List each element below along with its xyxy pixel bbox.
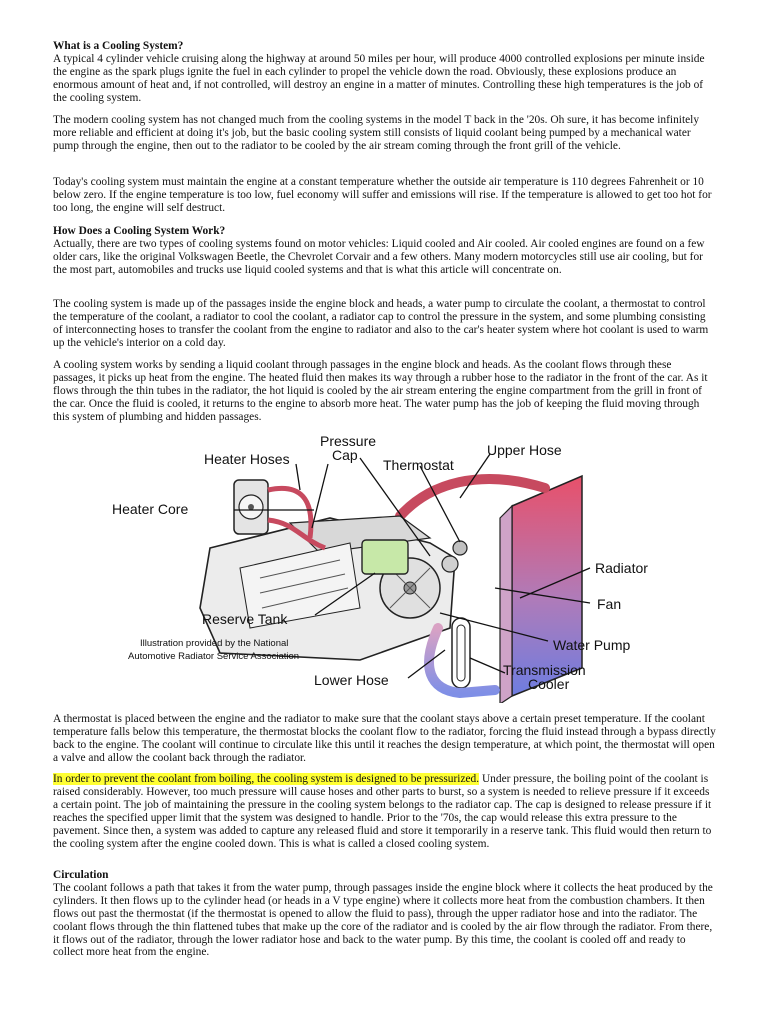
heading-circulation: Circulation (53, 869, 109, 881)
paragraph-block (53, 773, 717, 850)
section-how-work (53, 225, 717, 277)
paragraph-block (53, 176, 717, 215)
paragraph: A cooling system works by sending a liquid coolant through passages in the engine block and heads. As the coolant flows through these passages, it picks up heat from the engine. The heated fluid then makes its way through a rubber hose to the radiator in the front of the car. As it flows through the thin tubes in the radiator, the hot liquid is cooled by the air stream entering the engine compartment from the grill in front of the car. Once the fluid is cooled, it returns to the engine to absorb more heat. The water pump has the job of keeping the fluid moving through this system of plumbing and hidden passages. (53, 359, 708, 423)
heading-how-work: How Does a Cooling System Work? (53, 225, 226, 237)
cooling-system-diagram (100, 428, 660, 703)
label-transmission-cooler-line2: Cooler (528, 676, 570, 692)
paragraph: The modern cooling system has not changed much from the cooling systems in the model T back in the '20s. Oh sure, it has become infinitely more reliable and efficient at doing it's job, but the basic cooling system still consists of liquid coolant being pumped by a mechanical water pump through the engine, then out to the radiator to be cooled by the air stream coming through the front grill of the vehicle. (53, 114, 700, 152)
transmission-cooler-shape (452, 618, 470, 688)
label-fan: Fan (597, 596, 622, 612)
section-circulation (53, 869, 717, 959)
illustration-credit-line2: Automotive Radiator Service Association (128, 651, 300, 662)
heading-what-is: What is a Cooling System? (53, 40, 184, 52)
paragraph-block (53, 114, 717, 153)
paragraph (53, 773, 717, 850)
label-radiator: Radiator (595, 560, 648, 576)
label-pressure-cap-line2: Cap (332, 447, 358, 463)
paragraph: Actually, there are two types of cooling systems found on motor vehicles: Liquid cooled and Air cooled. Air cooled engines are found on a few older cars, like the original Volkswagen Beetle, the Chevrolet Corvair and a few others. Many modern motorcycles still use air cooling, but for the most part, automobiles and trucks use liquid cooled systems and that is what this article will concentrate on. (53, 237, 705, 276)
label-upper-hose: Upper Hose (487, 442, 562, 458)
section-what-is (53, 40, 717, 105)
paragraph: A thermostat is placed between the engine and the radiator to make sure that the coolant stays above a certain preset temperature. If the coolant temperature falls below this temperature, the thermostat blocks the coolant flow to the radiator, forcing the fluid instead through a bypass directly back to the engine. The coolant will continue to circulate like this until it reaches the design temperature, at which point, the thermostat will open a valve and allow the coolant back through the radiator. (53, 713, 716, 764)
paragraph-block (53, 713, 717, 765)
label-heater-core: Heater Core (112, 501, 189, 517)
paragraph: The coolant follows a path that takes it from the water pump, through passages inside the engine block where it collects the heat produced by the cylinders. It then flows up to the cylinder head (or heads in a V type engine) where it collects more heat from the combustion chambers. It then flows out past the thermostat (if the thermostat is opened to allow the fluid to pass), through the upper radiator hose and into the radiator. The coolant flows through the thin flattened tubes that make up the core of the radiator and is cooled by the air flow through the radiator. From there, it flows out of the radiator, through the lower radiator hose and back to the water pump. By this time, the coolant is cooled off and ready to collect more heat from the engine. (53, 881, 713, 959)
paragraph: Today's cooling system must maintain the engine at a constant temperature whether the outside air temperature is 110 degrees Fahrenheit or 10 below zero. If the engine temperature is too low, fuel economy will suffer and emissions will rise. If the temperature is allowed to get too hot for too long, the engine will self destruct. (53, 176, 712, 214)
paragraph-block (53, 359, 717, 424)
reserve-tank-shape (362, 540, 408, 574)
illustration-credit-line1: Illustration provided by the National (140, 638, 289, 649)
label-transmission-cooler-line1: Transmission (503, 662, 586, 678)
paragraph: A typical 4 cylinder vehicle cruising along the highway at around 50 miles per hour, will produce 4000 controlled explosions per minute inside the engine as the spark plugs ignite the fuel in each cylinder to propel the vehicle down the road. Obviously, these explosions produce an enormous amount of heat and, if not controlled, will destroy an engine in a matter of minutes. Controlling these high temperatures is the job of the cooling system. (53, 52, 705, 104)
label-pressure-cap-line1: Pressure (320, 433, 377, 449)
highlighted-sentence: In order to prevent the coolant from boiling, the cooling system is designed to be pressurized. (53, 773, 480, 785)
paragraph: The cooling system is made up of the passages inside the engine block and heads, a water pump to circulate the coolant, a thermostat to control the temperature of the coolant, a radiator to cool the coolant, a radiator cap to control the pressure in the system, and some plumbing consisting of interconnecting hoses to transfer the coolant from the engine to radiator and also to the car's heater system where hot coolant is used to warm up the vehicle's interior on a cold day. (53, 298, 709, 349)
paragraph-rest: Under pressure, the boiling point of the coolant is raised considerably. However, too much pressure will cause hoses and other parts to burst, so a system is needed to relieve pressure if it exceeds a certain point. The job of maintaining the pressure in the cooling system belongs to the radiator cap. The cap is designed to release pressure if it reaches the specified upper limit that the system was designed to handle. Prior to the '70s, the cap would release this extra pressure to the pavement. Since then, a system was added to capture any released fluid and store it temporarily in a reserve tank. This fluid would then return to the cooling system after the engine cooled down. This is what is called a closed cooling system. (53, 773, 712, 850)
thermostat-shape (453, 541, 467, 555)
paragraph-block (53, 298, 717, 350)
label-water-pump: Water Pump (553, 637, 631, 653)
label-thermostat: Thermostat (383, 457, 454, 473)
label-lower-hose: Lower Hose (314, 672, 389, 688)
label-heater-hoses: Heater Hoses (204, 451, 290, 467)
pressure-cap-shape (442, 556, 458, 572)
heater-core-illustration (234, 480, 268, 534)
label-reserve-tank: Reserve Tank (202, 611, 288, 627)
